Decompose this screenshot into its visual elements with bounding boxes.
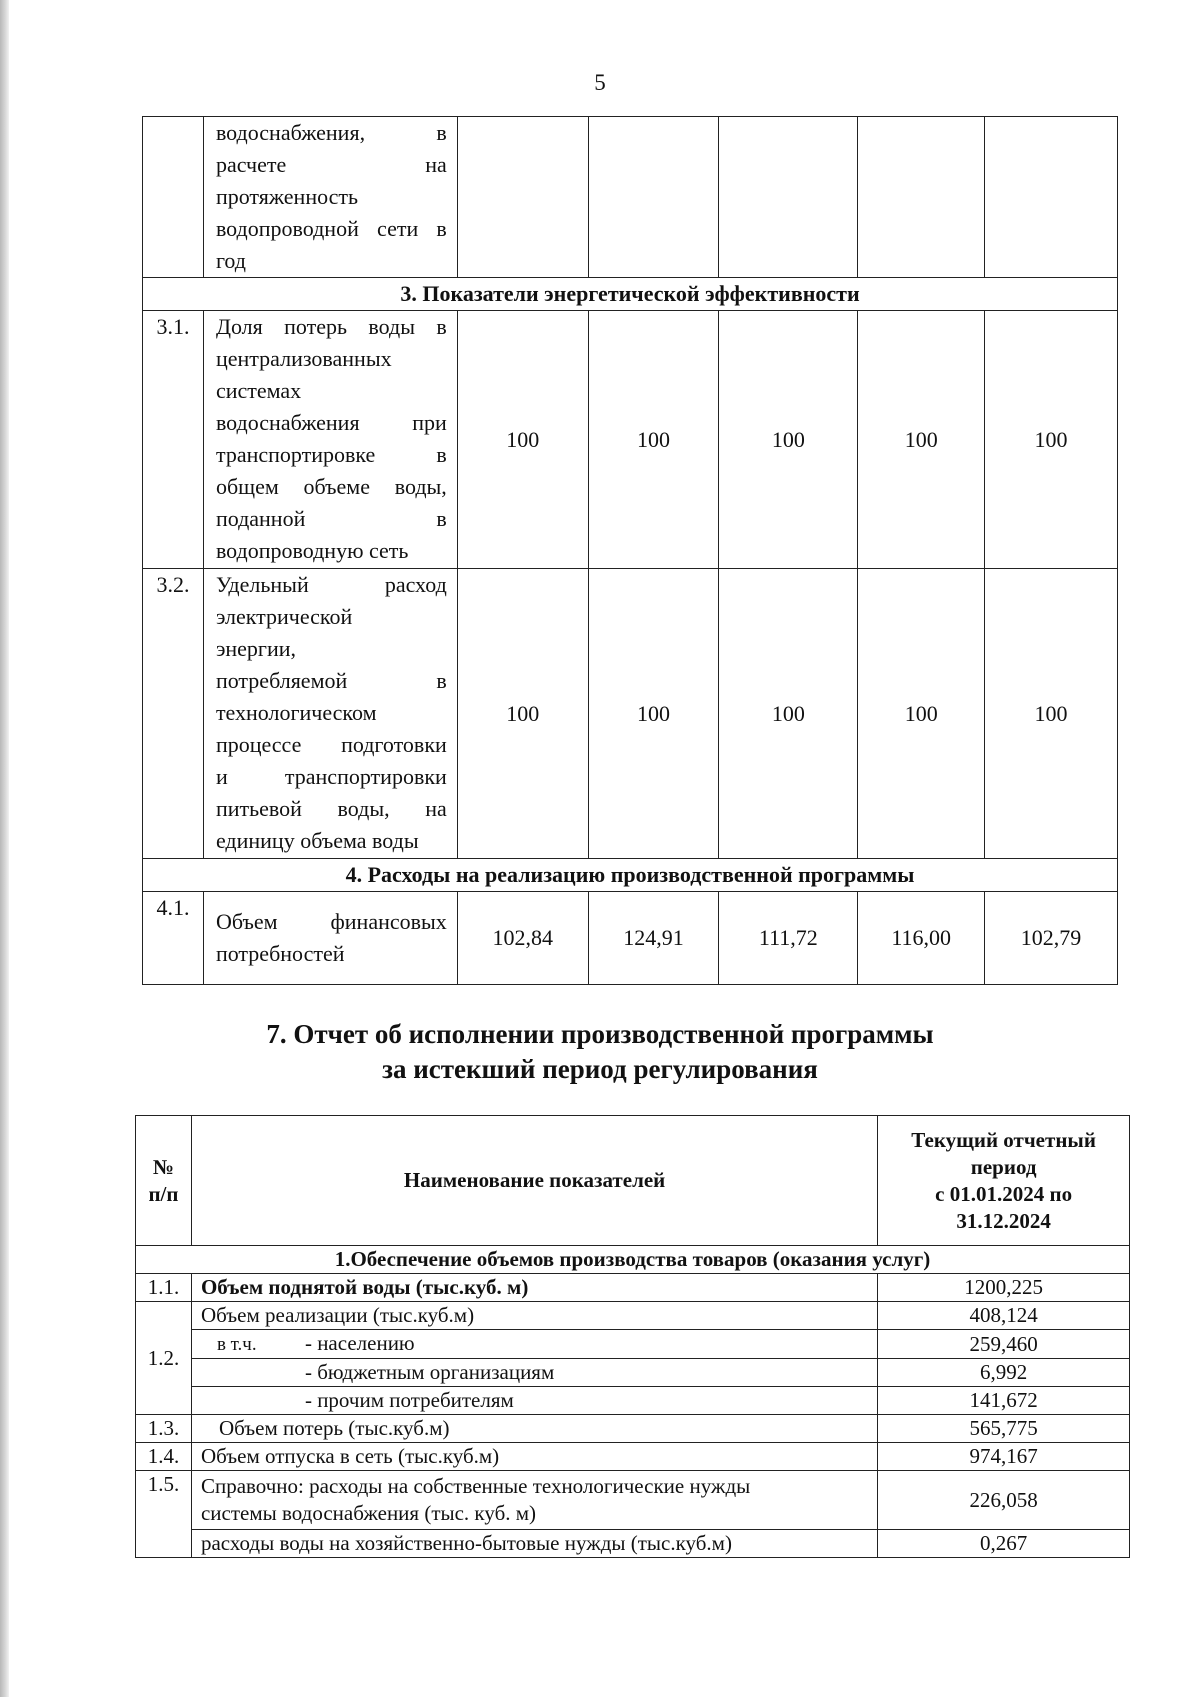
value-cell: 1200,225 (878, 1274, 1130, 1302)
value-cell (588, 117, 719, 278)
section-heading (0, 1017, 1200, 1087)
value-cell: 408,124 (878, 1302, 1130, 1330)
indicator-name-cell: водоснабжения, в расчете на протяженность водопроводной сети в год (203, 117, 457, 278)
table-row (136, 1471, 1130, 1530)
column-header-period: Текущий отчетный период с 01.01.2024 по 31.12.2024 (878, 1116, 1130, 1246)
value-cell (457, 117, 588, 278)
table-row (136, 1530, 1130, 1558)
table-row (136, 1359, 1130, 1387)
row-number-cell: 1.4. (136, 1443, 192, 1471)
section-heading-line2: за истекший период регулирования (382, 1054, 818, 1084)
value-cell: 565,775 (878, 1415, 1130, 1443)
indicator-name-cell: Доля потерь воды в централизованных системах водоснабжения при транспортировке в общем объеме воды, поданной в водопроводную сеть (203, 311, 457, 569)
value-cell: 111,72 (719, 892, 858, 985)
column-header-number: № п/п (136, 1116, 192, 1246)
section-title-costs: 4. Расходы на реализацию производственной программы (143, 859, 1118, 892)
scan-edge-shadow (0, 0, 9, 1697)
value-cell: 124,91 (588, 892, 719, 985)
value-cell: 0,267 (878, 1530, 1130, 1558)
table-row (143, 117, 1118, 278)
value-cell: 259,460 (878, 1330, 1130, 1359)
value-cell (858, 117, 985, 278)
table-row (143, 569, 1118, 859)
section-title-volumes: 1.Обеспечение объемов производства товаров (оказания услуг) (136, 1246, 1130, 1274)
value-cell (985, 117, 1118, 278)
value-cell: 102,79 (985, 892, 1118, 985)
table-row (136, 1302, 1130, 1330)
indicator-name-cell: Объем финансовых потребностей (203, 892, 457, 985)
section-title-energy: 3. Показатели энергетической эффективности (143, 278, 1118, 311)
indicators-table-continued (142, 116, 1118, 985)
value-cell: 100 (858, 311, 985, 569)
value-cell: 100 (719, 569, 858, 859)
indicator-name-cell: в т.ч. - населению (191, 1330, 877, 1359)
row-number-cell: 3.2. (143, 569, 204, 859)
value-cell: 100 (588, 311, 719, 569)
row-number-cell (143, 117, 204, 278)
row-number-cell: 3.1. (143, 311, 204, 569)
table-header-row (136, 1116, 1130, 1246)
indicator-name-cell: Объем реализации (тыс.куб.м) (191, 1302, 877, 1330)
page-number: 5 (594, 70, 606, 95)
section-heading-line1: 7. Отчет об исполнении производственной программы (266, 1019, 934, 1049)
value-cell: 974,167 (878, 1443, 1130, 1471)
section-header-row (136, 1246, 1130, 1274)
indicator-name-cell: Объем отпуска в сеть (тыс.куб.м) (191, 1443, 877, 1471)
value-cell: 226,058 (878, 1471, 1130, 1530)
row-number-cell: 1.2. (136, 1302, 192, 1415)
value-cell: 116,00 (858, 892, 985, 985)
column-header-name: Наименование показателей (191, 1116, 877, 1246)
value-cell: 100 (457, 311, 588, 569)
table-row (136, 1415, 1130, 1443)
value-cell: 100 (588, 569, 719, 859)
program-execution-report-table (135, 1115, 1130, 1558)
value-cell: 100 (985, 311, 1118, 569)
indicator-name-cell: - прочим потребителям (191, 1387, 877, 1415)
table-row (136, 1443, 1130, 1471)
table-row (143, 892, 1118, 985)
table-row (136, 1330, 1130, 1359)
value-cell (719, 117, 858, 278)
indicator-name-cell: расходы воды на хозяйственно-бытовые нужды (тыс.куб.м) (191, 1530, 877, 1558)
row-number-cell: 1.5. (136, 1471, 192, 1558)
value-cell: 102,84 (457, 892, 588, 985)
table-row (136, 1387, 1130, 1415)
row-number-cell: 1.1. (136, 1274, 192, 1302)
indicator-name-cell: - бюджетным организациям (191, 1359, 877, 1387)
section-header-row (143, 278, 1118, 311)
table-row (136, 1274, 1130, 1302)
indicator-name-cell: Удельный расход электрической энергии, потребляемой в технологическом процессе подготовки и транспортировки питьевой воды, на единицу объема воды (203, 569, 457, 859)
table-row (143, 311, 1118, 569)
value-cell: 100 (858, 569, 985, 859)
value-cell: 100 (719, 311, 858, 569)
value-cell: 141,672 (878, 1387, 1130, 1415)
section-header-row (143, 859, 1118, 892)
value-cell: 100 (985, 569, 1118, 859)
indicator-name-cell: Объем поднятой воды (тыс.куб. м) (191, 1274, 877, 1302)
row-number-cell: 4.1. (143, 892, 204, 985)
row-number-cell: 1.3. (136, 1415, 192, 1443)
indicator-name-cell: Справочно: расходы на собственные технологические нужды системы водоснабжения (тыс. куб. м) (191, 1471, 877, 1530)
value-cell: 100 (457, 569, 588, 859)
indicator-name-cell: Объем потерь (тыс.куб.м) (191, 1415, 877, 1443)
value-cell: 6,992 (878, 1359, 1130, 1387)
